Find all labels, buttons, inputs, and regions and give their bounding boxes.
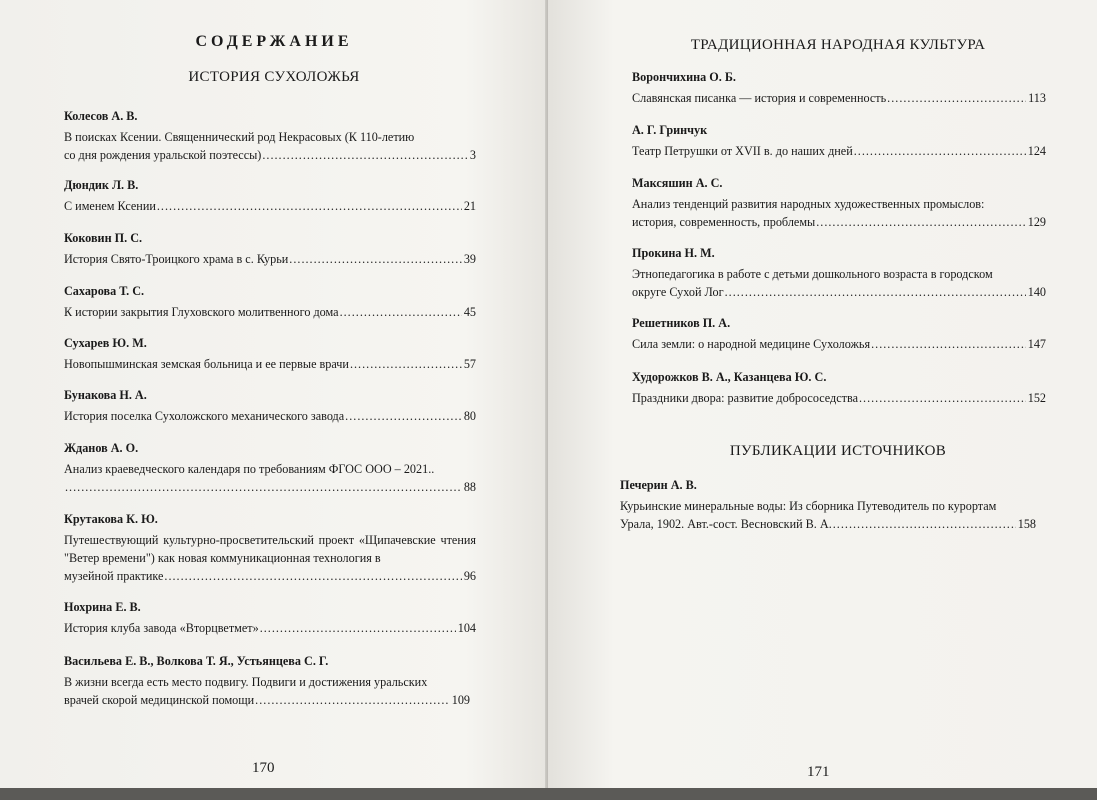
toc-entry (64, 334, 476, 373)
entry-page-number: 88 (463, 480, 476, 494)
leader-dots (289, 250, 462, 268)
entry-page-number: 45 (463, 305, 476, 319)
entry-author: Максяшин А. С. (632, 176, 723, 190)
entry-author: Жданов А. О. (64, 441, 139, 455)
entry-author: Крутакова К. Ю. (64, 512, 158, 526)
entry-author: Бунакова Н. А. (64, 388, 147, 402)
left-page (0, 0, 548, 800)
entry-leader-line (632, 89, 1046, 107)
entry-page-number: 129 (1027, 215, 1046, 229)
leader-dots (725, 283, 1026, 301)
leader-dots (833, 515, 1016, 533)
entry-title: со дня рождения уральской поэтессы) (64, 148, 262, 162)
entry-title: Новопышминская земская больница и ее первые врачи (64, 357, 349, 371)
entry-author: Прокина Н. М. (632, 246, 715, 260)
entry-page-number: 147 (1027, 337, 1046, 351)
entry-leader-line (632, 283, 1046, 301)
leader-dots (350, 355, 462, 373)
toc-entry (620, 476, 1036, 533)
entry-page-number: 80 (463, 409, 476, 423)
entry-title: музейной практике (64, 569, 164, 583)
entry-leader-line (620, 515, 1036, 533)
entry-leader-line (64, 146, 476, 164)
toc-entry (632, 244, 1046, 301)
entry-title: К истории закрытия Глуховского молитвенного дома (64, 305, 339, 319)
leader-dots (816, 213, 1026, 231)
entry-author: Нохрина Е. В. (64, 600, 141, 614)
leader-dots (262, 146, 468, 164)
toc-entry (632, 121, 1046, 160)
leader-dots (255, 691, 450, 709)
entry-page-number: 104 (457, 621, 476, 635)
toc-entry (64, 229, 476, 268)
entry-page-number: 39 (463, 252, 476, 266)
entry-page-number: 96 (463, 569, 476, 583)
entry-page-number: 158 (1017, 517, 1036, 531)
leader-dots (887, 89, 1026, 107)
entry-page-number: 152 (1027, 391, 1046, 405)
right-page (548, 0, 1097, 800)
entry-author: Коковин П. С. (64, 231, 143, 245)
leader-dots (164, 567, 461, 585)
entry-title: Сила земли: о народной медицине Сухоложья (632, 337, 871, 351)
toc-entry (64, 510, 476, 585)
entry-title: С именем Ксении (64, 199, 156, 213)
entry-title-line: Этнопедагогика в работе с детьми дошкольного возраста в городском (632, 267, 993, 281)
scan-bottom-edge (0, 788, 1097, 800)
toc-entry (64, 386, 476, 425)
leader-dots (345, 407, 462, 425)
entry-title: Театр Петрушки от XVII в. до наших дней (632, 144, 853, 158)
entry-title: округе Сухой Лог (632, 285, 724, 299)
entry-leader-line (632, 389, 1046, 407)
entry-author: А. Г. Гринчук (632, 123, 708, 137)
entry-author: Сухарев Ю. М. (64, 336, 147, 350)
section-title-folk-culture: ТРАДИЦИОННАЯ НАРОДНАЯ КУЛЬТУРА (690, 37, 986, 53)
entry-leader-line (632, 213, 1046, 231)
entry-leader-line (64, 567, 476, 585)
entry-author: Печерин А. В. (620, 478, 697, 492)
section-title-publications: ПУБЛИКАЦИИ ИСТОЧНИКОВ (729, 443, 947, 459)
toc-entry (632, 68, 1046, 107)
contents-title: СОДЕРЖАНИЕ (195, 33, 353, 50)
toc-entry (632, 368, 1046, 407)
toc-entry (64, 598, 476, 637)
toc-entry (632, 174, 1046, 231)
entry-leader-line (64, 197, 476, 215)
entry-title: История Свято-Троицкого храма в с. Курьи (64, 252, 289, 266)
toc-entry (64, 107, 476, 164)
entry-title: История клуба завода «Вторцветмет» (64, 621, 259, 635)
leader-dots (859, 389, 1026, 407)
entry-author: Сахарова Т. С. (64, 284, 145, 298)
entry-author: Худорожков В. А., Казанцева Ю. С. (632, 370, 827, 384)
entry-title-line: Анализ краеведческого календаря по требованиям ФГОС ООО – 2021.. (64, 462, 435, 476)
entry-leader-line (64, 303, 476, 321)
entry-page-number: 124 (1027, 144, 1046, 158)
leader-dots (871, 335, 1026, 353)
entry-page-number: 3 (469, 148, 476, 162)
entry-page-number: 21 (463, 199, 476, 213)
entry-leader-line (64, 478, 476, 496)
page-number-right: 171 (807, 764, 830, 780)
entry-title: Праздники двора: развитие добрососедства (632, 391, 858, 405)
leader-dots (65, 478, 462, 496)
leader-dots (157, 197, 462, 215)
entry-title: Урала, 1902. Авт.-сост. Весновский В. А. (620, 517, 832, 531)
entry-title-line: В поисках Ксении. Священнический род Некрасовых (К 110-летию (64, 130, 415, 144)
entry-leader-line (632, 142, 1046, 160)
entry-title-line: В жизни всегда есть место подвигу. Подвиги и достижения уральских (64, 675, 428, 689)
section-title-history: ИСТОРИЯ СУХОЛОЖЬЯ (188, 69, 360, 85)
entry-leader-line (64, 691, 470, 709)
entry-title: история, современность, проблемы (632, 215, 816, 229)
entry-page-number: 140 (1027, 285, 1046, 299)
entry-title: Славянская писанка — история и современность (632, 91, 887, 105)
entry-page-number: 57 (463, 357, 476, 371)
toc-entry (64, 176, 476, 215)
entry-page-number: 113 (1028, 91, 1046, 105)
entry-title: История поселка Сухоложского механического завода (64, 409, 345, 423)
entry-author: Ворончихина О. Б. (632, 70, 736, 84)
entry-author: Дюндик Л. В. (64, 178, 139, 192)
page-number-left: 170 (252, 760, 275, 776)
entry-leader-line (64, 250, 476, 268)
entry-author: Колесов А. В. (64, 109, 138, 123)
entry-title-line: Курьинские минеральные воды: Из сборника Путеводитель по курортам (620, 499, 997, 513)
entry-page-number: 109 (451, 693, 470, 707)
entry-title: врачей скорой медицинской помощи (64, 693, 255, 707)
entry-leader-line (64, 407, 476, 425)
toc-entry (64, 652, 476, 709)
entry-leader-line (64, 619, 476, 637)
entry-leader-line (64, 355, 476, 373)
entry-title-line: Путешествующий культурно-просветительский проект «Щипачевские чтения "Ветер времени") как новая коммуникационная технология в (64, 533, 476, 565)
entry-author: Решетников П. А. (632, 316, 731, 330)
leader-dots (854, 142, 1026, 160)
entry-title-line: Анализ тенденций развития народных художественных промыслов: (632, 197, 985, 211)
entry-author: Васильева Е. В., Волкова Т. Я., Устьянцева С. Г. (64, 654, 329, 668)
leader-dots (260, 619, 456, 637)
entry-leader-line (632, 335, 1046, 353)
toc-entry (632, 314, 1046, 353)
toc-entry (64, 439, 476, 496)
leader-dots (340, 303, 462, 321)
toc-entry (64, 282, 476, 321)
